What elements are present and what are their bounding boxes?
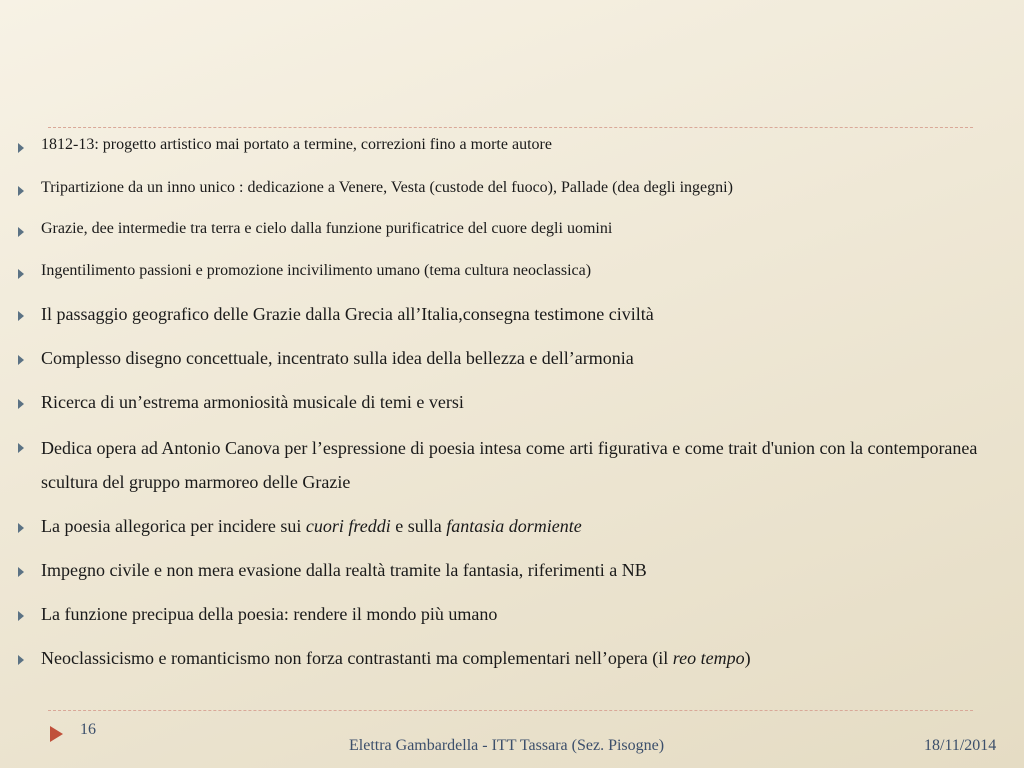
bullet-text: 1812-13: progetto artistico mai portato a termine, correzioni fino a morte autore	[41, 136, 552, 153]
bullet-arrow-icon	[18, 655, 24, 665]
bullet-arrow-icon	[18, 567, 24, 577]
bullet-arrow-icon	[18, 311, 24, 321]
bullet-arrow-icon	[18, 143, 24, 153]
footer-author: Elettra Gambardella - ITT Tassara (Sez. Pisogne)	[349, 737, 665, 754]
emphasis-text: cuori freddi	[305, 516, 391, 536]
footer-date: 18/11/2014	[924, 737, 997, 754]
bullet-arrow-icon	[18, 269, 24, 279]
bullet-text: Dedica opera ad Antonio Canova per l’espressione di poesia intesa come arti figurativa e come trait d'union con la contemporanea scultura del gruppo marmoreo delle Grazie	[41, 438, 978, 492]
bullet-text: Ingentilimento passioni e promozione incivilimento umano (tema cultura neoclassica)	[41, 262, 592, 279]
bullet-text	[41, 516, 978, 537]
bullet-text: Il passaggio geografico delle Grazie dalla Grecia all’Italia,consegna testimone civiltà	[41, 304, 654, 324]
bottom-divider	[48, 710, 973, 711]
bullet-text: Ricerca di un’estrema armoniosità musicale di temi e versi	[41, 392, 464, 412]
emphasis-text: fantasia dormiente	[446, 516, 582, 536]
bullet-text: Complesso disegno concettuale, incentrato sulla idea della bellezza e dell’armonia	[41, 348, 634, 368]
bullet-text	[41, 648, 978, 669]
bullet-arrow-icon	[18, 227, 24, 237]
bullet-text: Tripartizione da un inno unico : dedicazione a Venere, Vesta (custode del fuoco), Pallade (dea degli ingegni)	[41, 179, 733, 196]
bullet-arrow-icon	[18, 355, 24, 365]
bullet-text-part: La poesia allegorica per incidere sui	[41, 516, 306, 536]
bullet-text-part: )	[744, 648, 751, 668]
bullet-arrow-icon	[18, 443, 24, 453]
bullet-arrow-icon	[18, 523, 24, 533]
bullet-text: La funzione precipua della poesia: rendere il mondo più umano	[41, 604, 498, 624]
page-number: 16	[80, 721, 96, 738]
emphasis-text: reo tempo	[672, 648, 745, 668]
bullet-arrow-icon	[18, 611, 24, 621]
bullet-text-part: Neoclassicismo e romanticismo non forza contrastanti ma complementari nell’opera (il	[41, 648, 673, 668]
triangle-right-icon	[50, 726, 63, 742]
bullet-arrow-icon	[18, 399, 24, 409]
bullet-arrow-icon	[18, 186, 24, 196]
bullet-text: Grazie, dee intermedie tra terra e cielo dalla funzione purificatrice del cuore degli uomini	[41, 220, 613, 237]
bullet-text: Impegno civile e non mera evasione dalla realtà tramite la fantasia, riferimenti a NB	[41, 560, 647, 580]
bullet-text-part: e sulla	[390, 516, 447, 536]
